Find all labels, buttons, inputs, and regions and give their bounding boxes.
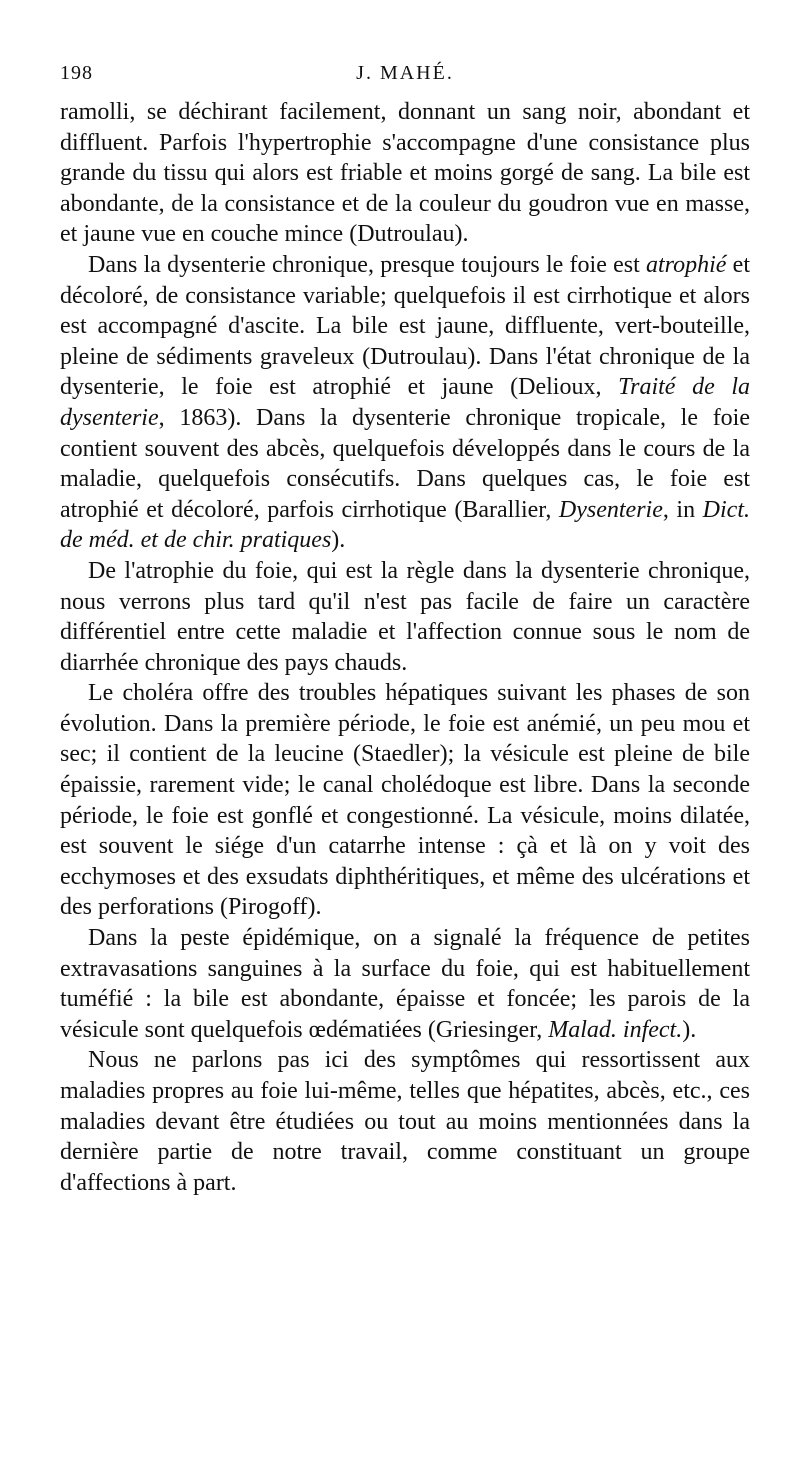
text-run: De l'atrophie du foie, qui est la règle dans la dysenterie chronique, nous verrons plus tard qu'il n'est pas facile de faire un caractère différentiel entre cette maladie et l'affection connue sous le nom de diarrhée chronique des pays chauds. bbox=[60, 557, 750, 676]
paragraph-1 bbox=[60, 97, 750, 250]
text-run: , 1863). Dans la dysenterie chronique tropicale, le foie contient souvent des abcès, quelquefois développés dans le cours de la maladie, quelquefois consécutifs. Dans quelques cas, le foie est atrophié et décoloré, parfois cirrhotique (Barallier, bbox=[60, 404, 750, 523]
paragraph-2 bbox=[60, 250, 750, 556]
paragraph-5 bbox=[60, 923, 750, 1045]
running-head: J. MAHÉ. bbox=[356, 62, 454, 84]
text-run: Dans la peste épidémique, on a signalé la fréquence de petites extravasations sanguines à la surface du foie, qui est habituellement tuméfié : la bile est abondante, épaisse et foncée; les parois de la vésicule sont quelquefois œdématiées (Griesinger, bbox=[60, 925, 750, 1043]
text-run: ). bbox=[331, 527, 346, 554]
paragraph-3 bbox=[60, 556, 750, 678]
text-run: et décoloré, de consistance variable; quelquefois il est cirrhotique et alors est accompagné d'ascite. La bile est jaune, diffluente, vert-bouteille, pleine de sédiments graveleux (Dutroulau). Dans l'état chronique de la dysenterie, le foie est atrophié et jaune (Delioux, bbox=[60, 251, 750, 401]
italic-citation: Dict. de méd. et de chir. pratiques bbox=[60, 496, 750, 554]
page-header bbox=[60, 58, 750, 94]
text-run: Dans la dysenterie chronique, presque toujours le foie est bbox=[88, 251, 646, 278]
italic-citation: Traité de la dysenterie bbox=[60, 374, 750, 431]
text-run: ). bbox=[682, 1016, 697, 1043]
italic-citation: Dysenterie bbox=[558, 496, 663, 523]
italic-citation: Malad. infect. bbox=[548, 1016, 683, 1043]
body-text bbox=[60, 97, 750, 1198]
text-run: ramolli, se déchirant facilement, donnant un sang noir, abondant et diffluent. Parfois l'hypertrophie s'accompagne d'une consistance plus grande du tissu qui alors est friable et moins gorgé de sang. La bile est abondante, de la consistance et de la couleur du goudron vue en masse, et jaune vue en couche mince (Dutroulau). bbox=[60, 99, 750, 248]
text-run: Nous ne parlons pas ici des symptômes qui ressortissent aux maladies propres au foie lui-même, telles que hépatites, abcès, etc., ces maladies devant être étudiées ou tout au moins mentionnées dans la dernière partie de notre travail, comme constituant un groupe d'affections à part. bbox=[60, 1047, 750, 1196]
text-run: , in bbox=[662, 496, 703, 523]
paragraph-6 bbox=[60, 1045, 750, 1198]
text-run: Le choléra offre des troubles hépatiques suivant les phases de son évolution. Dans la première période, le foie est anémié, un peu mou et sec; il contient de la leucine (Staedler); la vésicule est pleine de bile épaissie, rarement vide; le canal cholédoque est libre. Dans la seconde période, le foie est gonflé et congestionné. La vésicule, moins dilatée, est souvent le siége d'un catarrhe intense : çà et là on y voit des ecchymoses et des exsudats diphthéritiques, et même des ulcérations et des perforations (Pirogoff). bbox=[60, 680, 750, 921]
page-number: 198 bbox=[60, 62, 93, 84]
italic-citation: atrophié bbox=[645, 251, 727, 278]
paragraph-4 bbox=[60, 678, 750, 923]
